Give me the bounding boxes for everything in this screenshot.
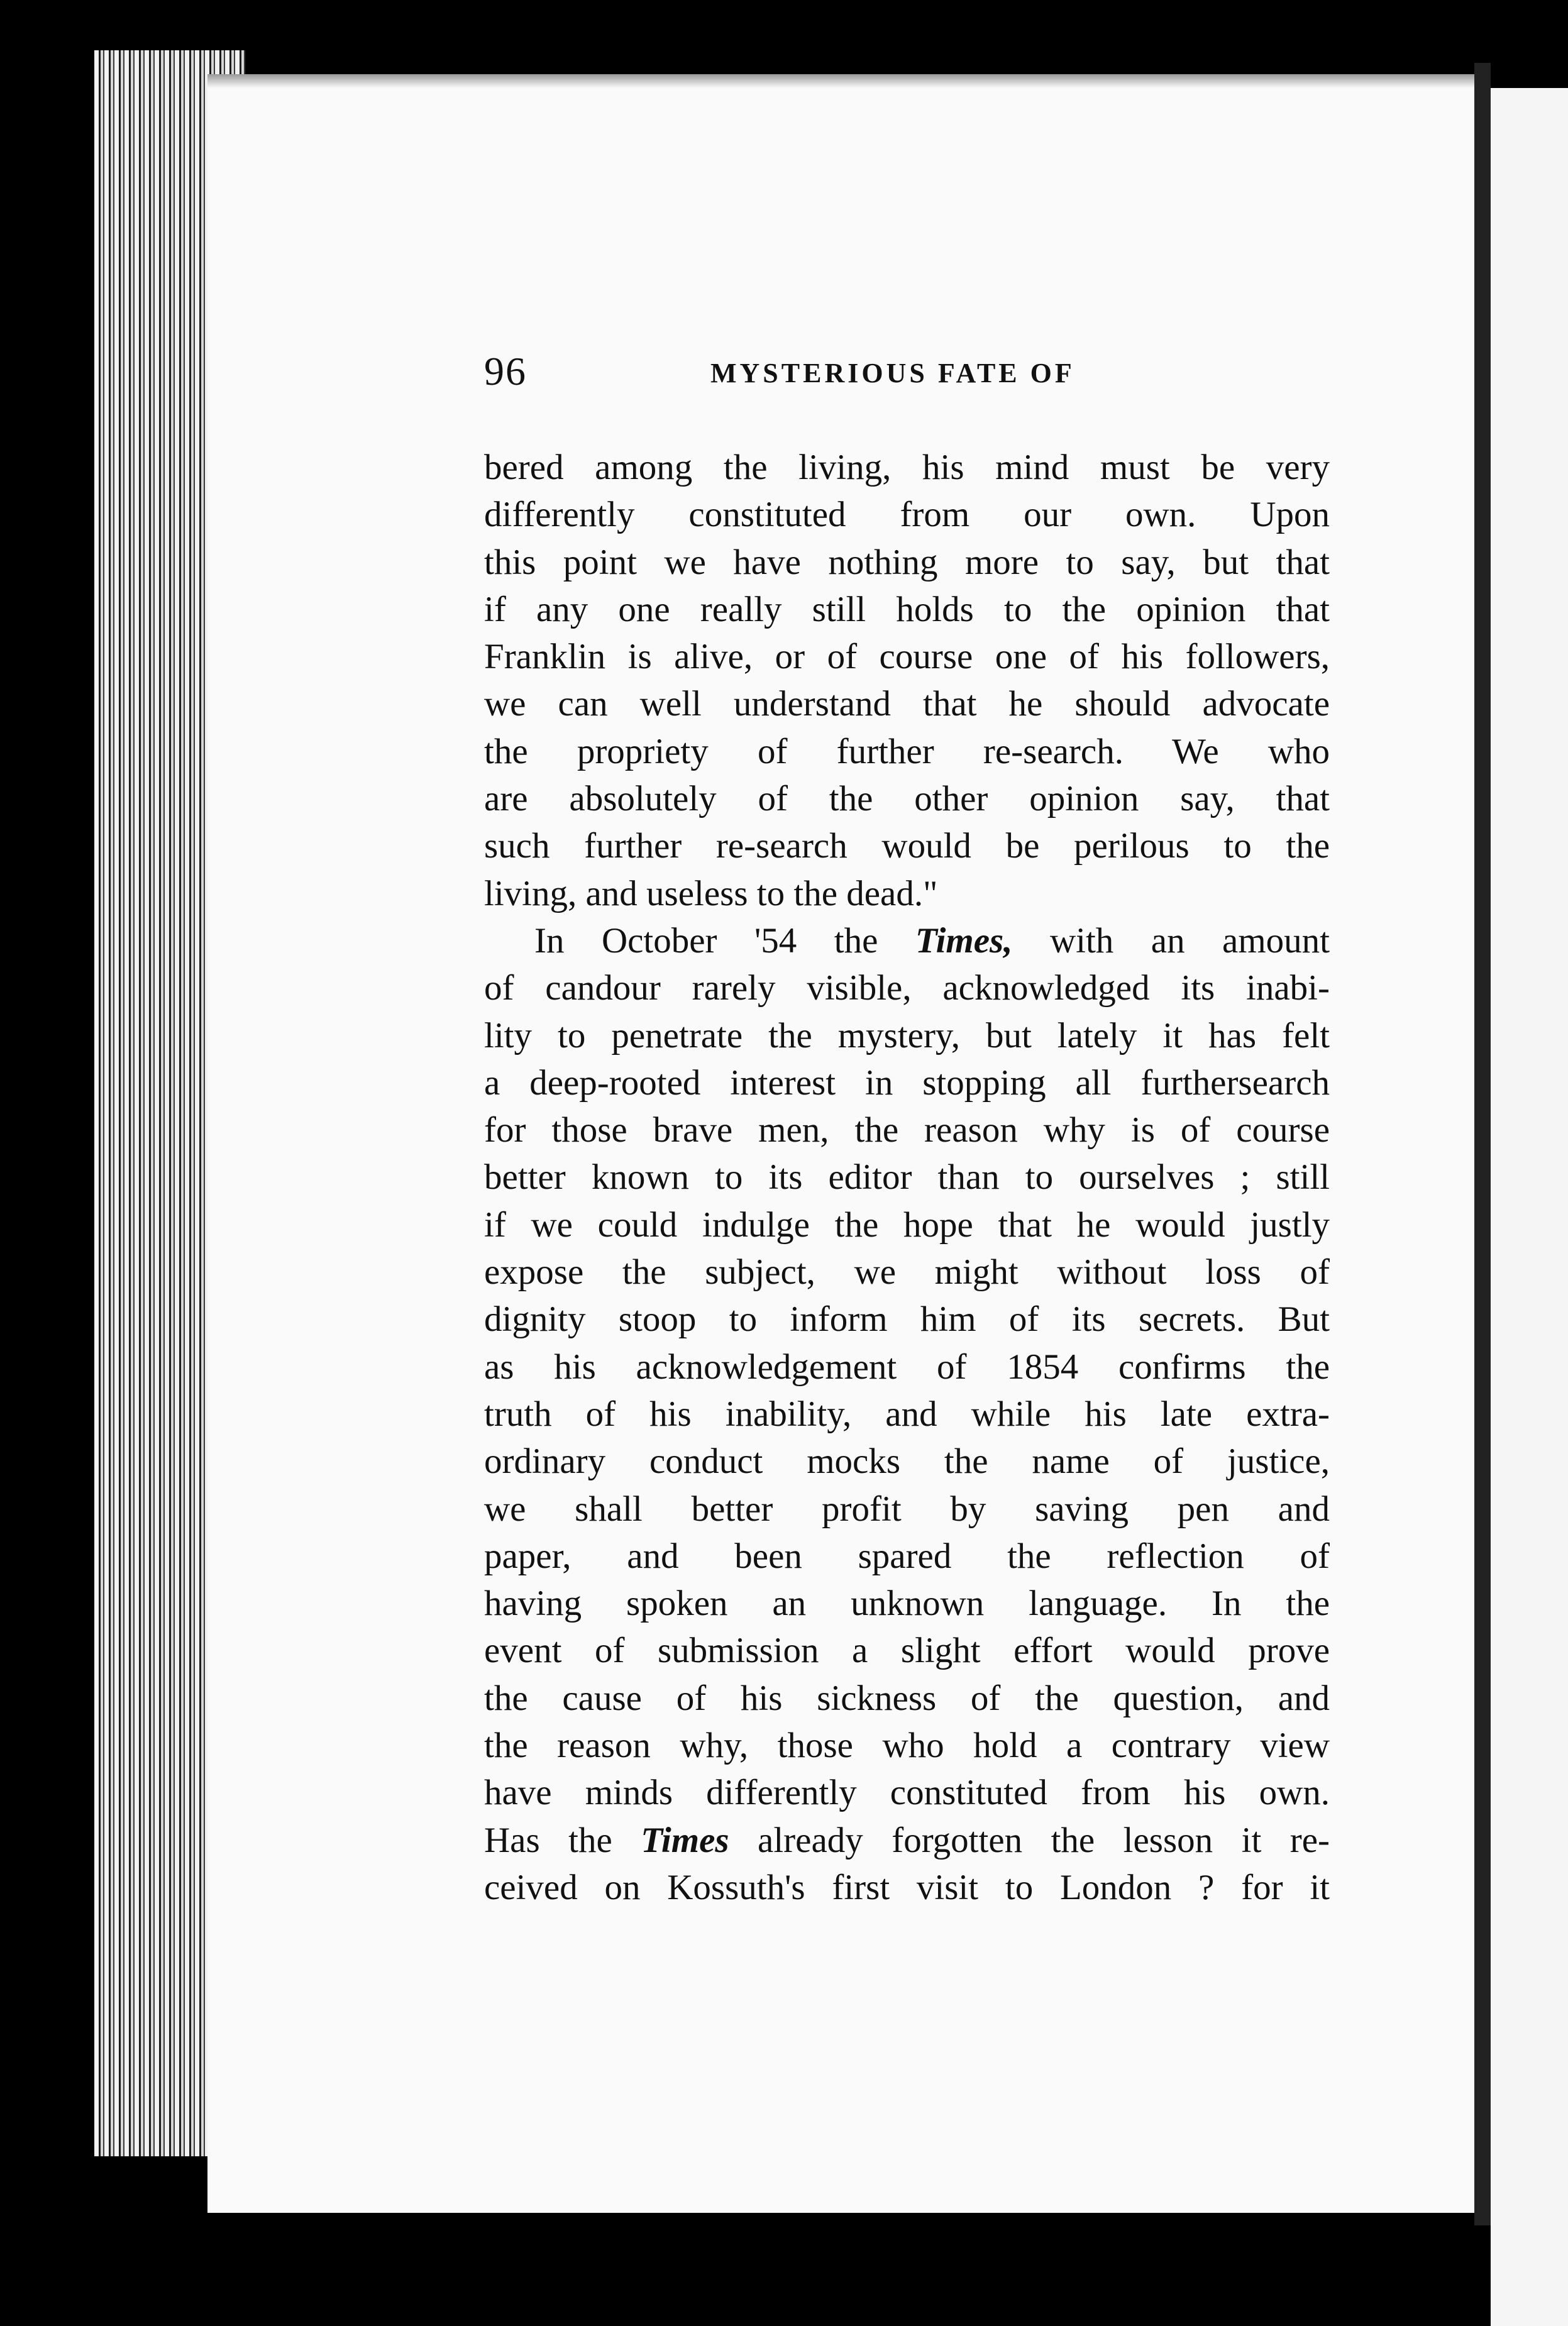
text-line	[484, 1722, 1330, 1769]
text-segment: expose the subject, we might without loss of	[484, 1252, 1330, 1293]
text-line	[484, 1438, 1330, 1485]
text-segment: Has the	[484, 1820, 612, 1860]
text-segment: dignity stoop to inform him of its secrets. But	[484, 1299, 1330, 1340]
text-segment: paper, and been spared the reflection of	[484, 1536, 1330, 1576]
text-line	[484, 1485, 1330, 1533]
text-segment: if we could indulge the hope that he would justly	[484, 1204, 1330, 1245]
text-segment: differently constituted from our own. Upon	[484, 495, 1330, 535]
text-segment: living, and useless to the dead."	[484, 873, 938, 913]
text-segment: ceived on Kossuth's first visit to London ? for it	[484, 1867, 1330, 1907]
running-head	[484, 350, 1333, 394]
text-line	[484, 1391, 1330, 1438]
book-gutter	[1474, 63, 1491, 2225]
text-line	[484, 964, 1330, 1011]
text-segment: have minds differently constituted from his own.	[484, 1773, 1330, 1813]
text-line	[484, 1580, 1330, 1627]
text-segment: if any one really still holds to the opinion that	[484, 589, 1330, 629]
text-line	[484, 633, 1330, 680]
text-segment: ordinary conduct mocks the name of justice,	[484, 1441, 1330, 1482]
italic-title: Times	[641, 1820, 729, 1860]
text-line	[484, 822, 1330, 869]
text-line	[484, 1059, 1330, 1106]
text-segment: In October '54 the	[534, 920, 878, 961]
text-line	[484, 586, 1330, 633]
text-segment: having spoken an unknown language. In the	[484, 1584, 1330, 1624]
page-number: 96	[484, 349, 527, 394]
running-title: MYSTERIOUS FATE OF	[710, 358, 1075, 389]
text-line	[484, 491, 1330, 538]
text-line	[484, 1769, 1330, 1816]
page-top-shadow	[207, 74, 1484, 88]
text-segment: with an amount	[1049, 920, 1330, 961]
text-segment: Franklin is alive, or of course one of his followers,	[484, 637, 1330, 677]
text-line	[484, 775, 1330, 822]
text-segment: we shall better profit by saving pen and	[484, 1489, 1330, 1529]
text-segment: already forgotten the lesson it re-	[758, 1820, 1330, 1860]
text-segment: bered among the living, his mind must be very	[484, 448, 1330, 487]
facing-page-edge	[1491, 88, 1568, 2326]
body-text	[484, 444, 1330, 1911]
text-line	[484, 1012, 1330, 1059]
text-line	[484, 1864, 1330, 1911]
text-segment: a deep-rooted interest in stopping all furthersearch	[484, 1062, 1330, 1103]
text-segment: such further re-search would be perilous to the	[484, 826, 1330, 866]
text-segment: for those brave men, the reason why is of course	[484, 1110, 1330, 1150]
text-line	[484, 1675, 1330, 1722]
text-segment: we can well understand that he should advocate	[484, 684, 1330, 724]
text-line	[484, 1106, 1330, 1154]
text-line	[484, 1296, 1330, 1343]
text-segment: better known to its editor than to ourselves ; still	[484, 1157, 1330, 1198]
text-segment: lity to penetrate the mystery, but lately it has felt	[484, 1015, 1330, 1056]
text-line	[484, 444, 1330, 491]
text-line	[484, 1248, 1330, 1296]
text-line	[484, 1627, 1330, 1674]
text-segment: the propriety of further re-search. We who	[484, 731, 1330, 771]
text-line	[484, 1154, 1330, 1201]
text-segment: the cause of his sickness of the question, and	[484, 1678, 1330, 1718]
text-segment: truth of his inability, and while his late extra-	[484, 1394, 1330, 1434]
text-line	[484, 680, 1330, 727]
text-line	[484, 1533, 1330, 1580]
text-line	[484, 1817, 1330, 1864]
text-segment: the reason why, those who hold a contrary view	[484, 1726, 1330, 1766]
text-line	[484, 728, 1330, 775]
text-line	[484, 870, 1330, 917]
text-line	[484, 1343, 1330, 1391]
italic-title: Times,	[915, 920, 1013, 961]
text-segment: event of submission a slight effort would prove	[484, 1631, 1330, 1671]
text-segment: of candour rarely visible, acknowledged its inabi-	[484, 968, 1330, 1008]
text-line	[484, 539, 1330, 586]
text-segment: are absolutely of the other opinion say, that	[484, 779, 1330, 819]
text-segment: this point we have nothing more to say, but that	[484, 542, 1330, 582]
text-line	[484, 1201, 1330, 1248]
text-segment: as his acknowledgement of 1854 confirms the	[484, 1347, 1330, 1387]
text-line	[484, 917, 1330, 964]
